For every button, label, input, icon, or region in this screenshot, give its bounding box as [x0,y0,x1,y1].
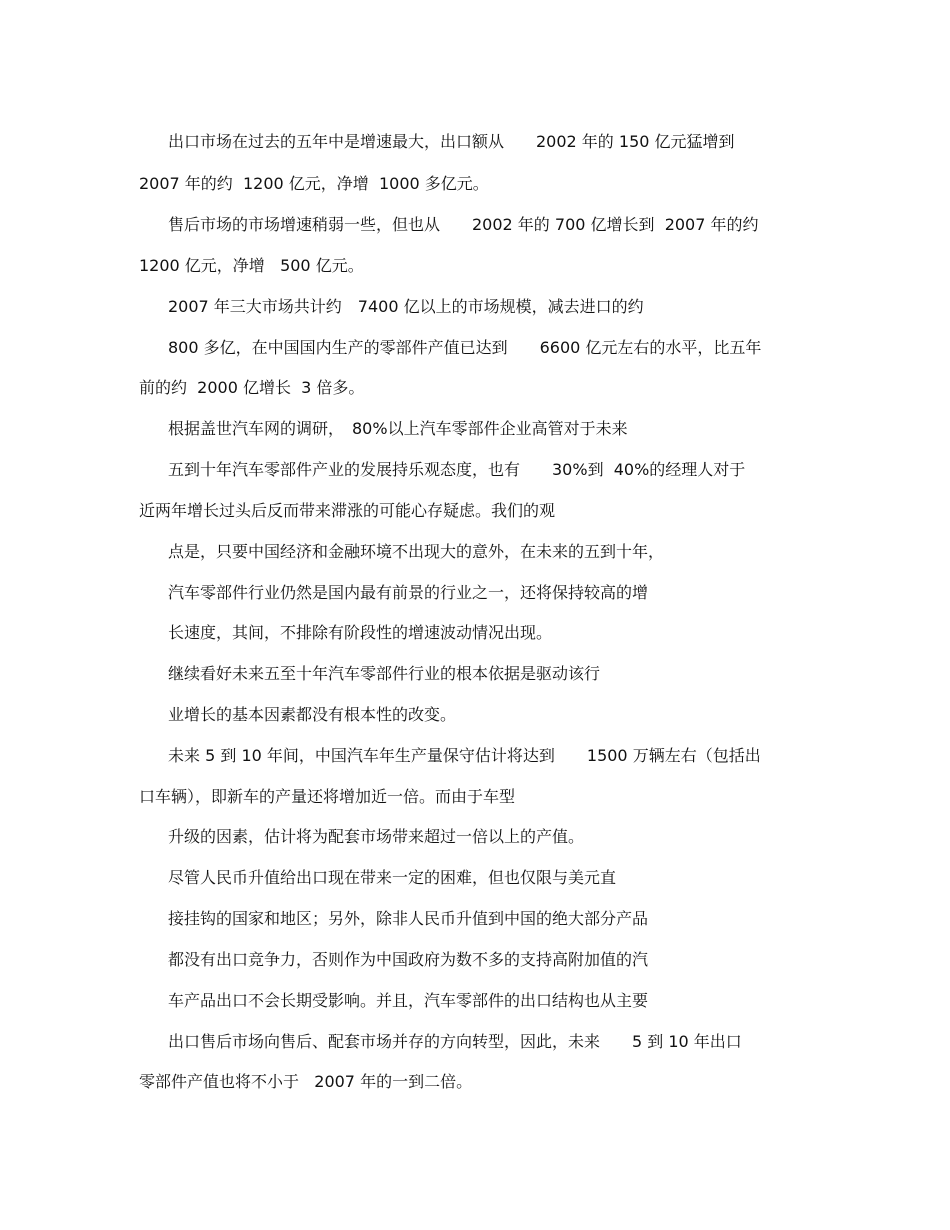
text-line: 售后市场的市场增速稍弱一些，但也从 2002 年的 700 亿增长到 2007 年的约 [168,215,759,234]
text-line: 长速度，其间，不排除有阶段性的增速波动情况出现。 [168,623,553,642]
text-line: 口车辆），即新车的产量还将增加近一倍。而由于车型 [139,787,516,806]
text-line: 2007 年三大市场共计约 7400 亿以上的市场规模，减去进口的约 [168,297,644,316]
text-line: 业增长的基本因素都没有根本性的改变。 [168,705,457,724]
text-line: 出口售后市场向售后、配套市场并存的方向转型，因此，未来 5 到 10 年出口 [168,1032,742,1051]
text-line: 1200 亿元，净增 500 亿元。 [139,256,364,275]
text-line: 继续看好未来五至十年汽车零部件行业的根本依据是驱动该行 [168,664,601,683]
text-line: 近两年增长过头后反而带来滞涨的可能心存疑虑。我们的观 [139,501,556,520]
text-line: 出口市场在过去的五年中是增速最大，出口额从 2002 年的 150 亿元猛增到 [168,132,735,151]
text-line: 800 多亿，在中国国内生产的零部件产值已达到 6600 亿元左右的水平，比五年 [168,338,762,357]
text-line: 未来 5 到 10 年间，中国汽车年生产量保守估计将达到 1500 万辆左右（包括出 [168,746,761,765]
text-line: 五到十年汽车零部件产业的发展持乐观态度，也有 30%到 40%的经理人对于 [168,460,746,479]
text-line: 汽车零部件行业仍然是国内最有前景的行业之一，还将保持较高的增 [168,583,649,602]
text-line: 根据盖世汽车网的调研， 80%以上汽车零部件企业高管对于未来 [168,419,628,438]
text-line: 接挂钩的国家和地区；另外，除非人民币升值到中国的绝大部分产品 [168,909,649,928]
text-line: 尽管人民币升值给出口现在带来一定的困难，但也仅限与美元直 [168,868,617,887]
text-line: 车产品出口不会长期受影响。并且，汽车零部件的出口结构也从主要 [168,991,649,1010]
text-line: 升级的因素，估计将为配套市场带来超过一倍以上的产值。 [168,827,585,846]
text-line: 点是，只要中国经济和金融环境不出现大的意外，在未来的五到十年， [168,542,665,561]
text-line: 2007 年的约 1200 亿元，净增 1000 多亿元。 [139,174,489,193]
text-line: 都没有出口竞争力，否则作为中国政府为数不多的支持高附加值的汽 [168,950,649,969]
text-line: 零部件产值也将不小于 2007 年的一到二倍。 [139,1072,473,1091]
text-line: 前的约 2000 亿增长 3 倍多。 [139,378,365,397]
